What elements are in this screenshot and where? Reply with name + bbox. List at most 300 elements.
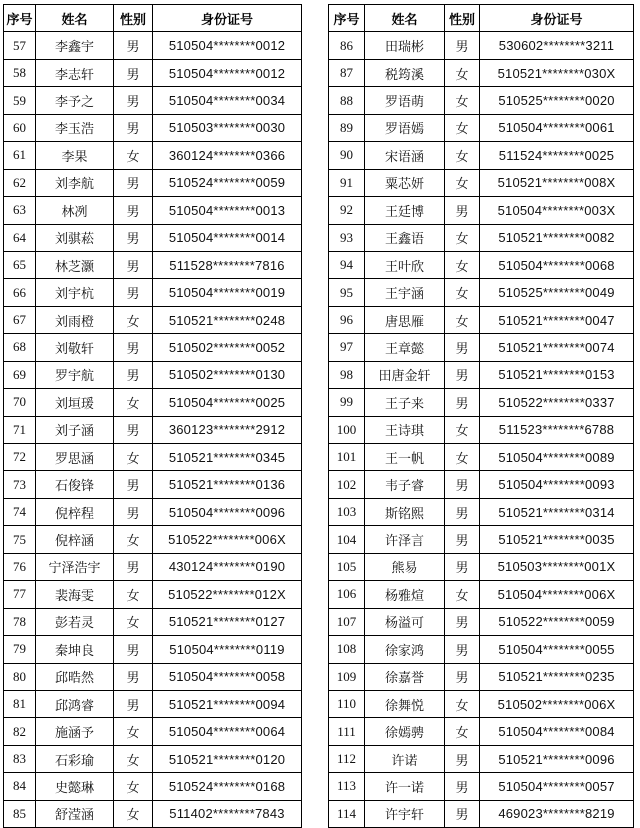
row-seq: 67: [4, 306, 36, 333]
row-seq: 104: [329, 526, 365, 553]
table-row: [4, 142, 302, 169]
row-gender: 男: [445, 471, 480, 498]
table-row: [329, 389, 634, 416]
row-id: 510521********0096: [480, 745, 634, 772]
row-name: 石俊锋: [36, 471, 114, 498]
row-id: 510502********0130: [153, 361, 302, 388]
row-id: 510504********0064: [153, 718, 302, 745]
row-id: 510504********0057: [480, 773, 634, 800]
row-id: 510504********006X: [480, 581, 634, 608]
row-gender: 女: [445, 59, 480, 86]
row-id: 510504********003X: [480, 197, 634, 224]
table-row: [329, 444, 634, 471]
table-row: [4, 224, 302, 251]
row-gender: 男: [445, 32, 480, 59]
table-row: [329, 224, 634, 251]
row-name: 倪梓程: [36, 498, 114, 525]
row-gender: 女: [445, 416, 480, 443]
table-row: [4, 800, 302, 827]
row-gender: 女: [445, 114, 480, 141]
table-row: [329, 334, 634, 361]
row-seq: 103: [329, 498, 365, 525]
row-name: 刘骐菘: [36, 224, 114, 251]
table-row: [4, 279, 302, 306]
row-id: 510504********0084: [480, 718, 634, 745]
row-gender: 女: [445, 87, 480, 114]
table-row: [4, 306, 302, 333]
row-gender: 男: [114, 279, 153, 306]
row-id: 510522********012X: [153, 581, 302, 608]
row-seq: 95: [329, 279, 365, 306]
row-seq: 94: [329, 251, 365, 278]
row-id: 510504********0058: [153, 663, 302, 690]
row-name: 杨雅煊: [365, 581, 445, 608]
row-name: 刘子涵: [36, 416, 114, 443]
row-id: 510504********0025: [153, 389, 302, 416]
row-name: 王诗琪: [365, 416, 445, 443]
row-name: 王章懿: [365, 334, 445, 361]
table-row: [329, 800, 634, 827]
row-name: 唐思雁: [365, 306, 445, 333]
table-row: [329, 59, 634, 86]
row-name: 罗语萌: [365, 87, 445, 114]
row-gender: 男: [445, 389, 480, 416]
row-seq: 62: [4, 169, 36, 196]
table-row: [4, 498, 302, 525]
table-row: [4, 526, 302, 553]
row-seq: 92: [329, 197, 365, 224]
row-seq: 82: [4, 718, 36, 745]
row-gender: 女: [445, 279, 480, 306]
row-seq: 75: [4, 526, 36, 553]
row-gender: 女: [445, 444, 480, 471]
row-gender: 男: [445, 745, 480, 772]
table-row: [4, 87, 302, 114]
header-gender: 性别: [114, 5, 153, 32]
row-gender: 男: [114, 251, 153, 278]
row-id: 510524********0059: [153, 169, 302, 196]
row-id: 510504********0061: [480, 114, 634, 141]
row-gender: 男: [114, 553, 153, 580]
table-row: [329, 32, 634, 59]
row-seq: 59: [4, 87, 36, 114]
table-row: [4, 553, 302, 580]
row-gender: 男: [445, 663, 480, 690]
row-name: 彭若灵: [36, 608, 114, 635]
row-id: 510503********0030: [153, 114, 302, 141]
table-row: [4, 114, 302, 141]
row-seq: 109: [329, 663, 365, 690]
row-id: 510525********0020: [480, 87, 634, 114]
table-row: [329, 553, 634, 580]
row-id: 360124********0366: [153, 142, 302, 169]
row-seq: 76: [4, 553, 36, 580]
table-row: [4, 690, 302, 717]
row-seq: 69: [4, 361, 36, 388]
row-gender: 女: [114, 800, 153, 827]
row-name: 秦坤良: [36, 636, 114, 663]
header-row: [329, 5, 634, 32]
table-row: [329, 87, 634, 114]
row-name: 李果: [36, 142, 114, 169]
row-seq: 111: [329, 718, 365, 745]
row-seq: 102: [329, 471, 365, 498]
row-name: 倪梓涵: [36, 526, 114, 553]
row-seq: 100: [329, 416, 365, 443]
row-name: 王鑫语: [365, 224, 445, 251]
row-name: 宋语涵: [365, 142, 445, 169]
row-seq: 98: [329, 361, 365, 388]
row-name: 刘李航: [36, 169, 114, 196]
row-id: 510502********0052: [153, 334, 302, 361]
row-name: 邱晧然: [36, 663, 114, 690]
right-table-body: [329, 32, 634, 828]
row-name: 许宇轩: [365, 800, 445, 827]
header-seq: 序号: [329, 5, 365, 32]
row-name: 王宇涵: [365, 279, 445, 306]
row-name: 斯铭熙: [365, 498, 445, 525]
table-row: [4, 745, 302, 772]
row-id: 510504********0034: [153, 87, 302, 114]
table-row: [329, 526, 634, 553]
row-seq: 66: [4, 279, 36, 306]
row-seq: 89: [329, 114, 365, 141]
row-id: 510521********0314: [480, 498, 634, 525]
table-row: [329, 636, 634, 663]
row-gender: 男: [114, 471, 153, 498]
row-name: 史懿琳: [36, 773, 114, 800]
row-seq: 77: [4, 581, 36, 608]
row-gender: 男: [445, 773, 480, 800]
row-seq: 73: [4, 471, 36, 498]
row-id: 510521********008X: [480, 169, 634, 196]
header-id: 身份证号: [480, 5, 634, 32]
row-id: 510524********0168: [153, 773, 302, 800]
row-gender: 女: [445, 581, 480, 608]
row-seq: 96: [329, 306, 365, 333]
row-gender: 男: [445, 553, 480, 580]
row-gender: 女: [445, 142, 480, 169]
row-seq: 110: [329, 690, 365, 717]
row-name: 熊易: [365, 553, 445, 580]
row-name: 裴海雯: [36, 581, 114, 608]
row-gender: 男: [445, 526, 480, 553]
row-name: 施涵予: [36, 718, 114, 745]
row-gender: 女: [445, 169, 480, 196]
table-row: [4, 32, 302, 59]
row-id: 510521********0035: [480, 526, 634, 553]
row-name: 田唐金轩: [365, 361, 445, 388]
row-id: 510521********0074: [480, 334, 634, 361]
row-id: 510504********0012: [153, 32, 302, 59]
row-id: 510522********006X: [153, 526, 302, 553]
row-seq: 107: [329, 608, 365, 635]
row-seq: 81: [4, 690, 36, 717]
header-name: 姓名: [36, 5, 114, 32]
row-name: 石彩瑜: [36, 745, 114, 772]
row-gender: 男: [445, 608, 480, 635]
row-seq: 87: [329, 59, 365, 86]
row-id: 511402********7843: [153, 800, 302, 827]
row-id: 510521********0345: [153, 444, 302, 471]
row-seq: 85: [4, 800, 36, 827]
table-row: [329, 361, 634, 388]
row-id: 511523********6788: [480, 416, 634, 443]
header-row: [4, 5, 302, 32]
table-row: [4, 169, 302, 196]
row-seq: 63: [4, 197, 36, 224]
row-seq: 93: [329, 224, 365, 251]
row-seq: 105: [329, 553, 365, 580]
row-name: 徐家鸿: [365, 636, 445, 663]
row-seq: 91: [329, 169, 365, 196]
table-row: [4, 581, 302, 608]
table-row: [329, 251, 634, 278]
table-row: [329, 114, 634, 141]
row-name: 许泽言: [365, 526, 445, 553]
row-gender: 女: [445, 224, 480, 251]
row-id: 510521********0248: [153, 306, 302, 333]
row-seq: 61: [4, 142, 36, 169]
row-id: 360123********2912: [153, 416, 302, 443]
row-gender: 男: [445, 636, 480, 663]
table-row: [329, 306, 634, 333]
row-gender: 女: [114, 526, 153, 553]
row-id: 510504********0068: [480, 251, 634, 278]
table-row: [329, 279, 634, 306]
row-gender: 男: [114, 663, 153, 690]
row-name: 李玉浩: [36, 114, 114, 141]
row-id: 510525********0049: [480, 279, 634, 306]
row-seq: 64: [4, 224, 36, 251]
row-gender: 女: [445, 251, 480, 278]
row-seq: 101: [329, 444, 365, 471]
row-seq: 70: [4, 389, 36, 416]
row-id: 530602********3211: [480, 32, 634, 59]
row-id: 510504********0096: [153, 498, 302, 525]
row-name: 刘敬轩: [36, 334, 114, 361]
row-id: 510504********0014: [153, 224, 302, 251]
row-id: 469023********8219: [480, 800, 634, 827]
row-id: 510504********0012: [153, 59, 302, 86]
row-gender: 女: [114, 306, 153, 333]
row-seq: 71: [4, 416, 36, 443]
table-row: [4, 773, 302, 800]
table-row: [4, 361, 302, 388]
row-gender: 男: [114, 59, 153, 86]
row-id: 510521********0136: [153, 471, 302, 498]
table-row: [329, 663, 634, 690]
row-gender: 男: [445, 197, 480, 224]
row-name: 舒滢涵: [36, 800, 114, 827]
table-row: [4, 608, 302, 635]
row-seq: 84: [4, 773, 36, 800]
row-gender: 女: [114, 745, 153, 772]
table-row: [329, 718, 634, 745]
row-gender: 女: [114, 581, 153, 608]
row-gender: 男: [114, 87, 153, 114]
table-row: [329, 142, 634, 169]
row-gender: 女: [445, 718, 480, 745]
student-table-right: [328, 4, 634, 828]
row-id: 510504********0119: [153, 636, 302, 663]
row-id: 510504********0089: [480, 444, 634, 471]
row-seq: 68: [4, 334, 36, 361]
row-name: 林冽: [36, 197, 114, 224]
row-id: 510504********0055: [480, 636, 634, 663]
table-row: [329, 773, 634, 800]
row-name: 刘垣瑗: [36, 389, 114, 416]
left-table-body: [4, 32, 302, 828]
row-seq: 112: [329, 745, 365, 772]
row-id: 510521********0082: [480, 224, 634, 251]
row-seq: 106: [329, 581, 365, 608]
table-row: [329, 498, 634, 525]
table-row: [4, 389, 302, 416]
row-id: 510504********0093: [480, 471, 634, 498]
row-seq: 74: [4, 498, 36, 525]
row-gender: 男: [114, 334, 153, 361]
table-row: [329, 197, 634, 224]
row-id: 510521********0047: [480, 306, 634, 333]
row-id: 510522********0337: [480, 389, 634, 416]
row-seq: 86: [329, 32, 365, 59]
row-seq: 113: [329, 773, 365, 800]
row-id: 510521********0127: [153, 608, 302, 635]
row-gender: 女: [114, 773, 153, 800]
row-gender: 男: [445, 361, 480, 388]
row-gender: 男: [445, 334, 480, 361]
row-name: 徐嫣骋: [365, 718, 445, 745]
row-name: 王叶欣: [365, 251, 445, 278]
row-seq: 57: [4, 32, 36, 59]
row-seq: 99: [329, 389, 365, 416]
row-id: 511524********0025: [480, 142, 634, 169]
row-gender: 女: [114, 444, 153, 471]
row-name: 许诺: [365, 745, 445, 772]
row-id: 510504********0019: [153, 279, 302, 306]
row-name: 李予之: [36, 87, 114, 114]
row-id: 510522********0059: [480, 608, 634, 635]
row-id: 510503********001X: [480, 553, 634, 580]
row-gender: 女: [114, 389, 153, 416]
table-row: [329, 745, 634, 772]
row-gender: 女: [114, 718, 153, 745]
row-name: 粟芯妍: [365, 169, 445, 196]
row-name: 李志轩: [36, 59, 114, 86]
row-name: 李鑫宇: [36, 32, 114, 59]
student-table-left: [3, 4, 302, 828]
row-id: 510521********0094: [153, 690, 302, 717]
row-gender: 男: [114, 416, 153, 443]
row-gender: 男: [445, 498, 480, 525]
row-name: 田瑞彬: [365, 32, 445, 59]
table-row: [4, 197, 302, 224]
row-gender: 男: [114, 498, 153, 525]
table-row: [4, 251, 302, 278]
row-id: 510504********0013: [153, 197, 302, 224]
row-name: 徐嘉誉: [365, 663, 445, 690]
row-seq: 60: [4, 114, 36, 141]
row-gender: 男: [114, 361, 153, 388]
row-gender: 男: [114, 224, 153, 251]
row-name: 宁泽浩宇: [36, 553, 114, 580]
row-seq: 58: [4, 59, 36, 86]
table-row: [329, 471, 634, 498]
table-row: [329, 416, 634, 443]
table-row: [4, 663, 302, 690]
row-name: 刘宇杭: [36, 279, 114, 306]
row-gender: 男: [114, 169, 153, 196]
row-gender: 男: [114, 114, 153, 141]
row-seq: 90: [329, 142, 365, 169]
row-name: 王一帆: [365, 444, 445, 471]
row-seq: 78: [4, 608, 36, 635]
row-seq: 114: [329, 800, 365, 827]
row-seq: 72: [4, 444, 36, 471]
table-row: [4, 59, 302, 86]
row-id: 510502********006X: [480, 690, 634, 717]
table-row: [329, 169, 634, 196]
row-name: 罗语嫣: [365, 114, 445, 141]
row-id: 510521********0153: [480, 361, 634, 388]
table-row: [4, 718, 302, 745]
row-gender: 女: [445, 306, 480, 333]
header-id: 身份证号: [153, 5, 302, 32]
row-seq: 97: [329, 334, 365, 361]
row-name: 罗宇航: [36, 361, 114, 388]
table-row: [329, 690, 634, 717]
row-name: 王廷博: [365, 197, 445, 224]
row-gender: 男: [445, 800, 480, 827]
row-gender: 女: [445, 690, 480, 717]
row-id: 510521********0235: [480, 663, 634, 690]
row-seq: 65: [4, 251, 36, 278]
row-name: 杨溢可: [365, 608, 445, 635]
row-gender: 女: [114, 142, 153, 169]
row-id: 511528********7816: [153, 251, 302, 278]
row-name: 税筠溪: [365, 59, 445, 86]
row-seq: 83: [4, 745, 36, 772]
row-seq: 79: [4, 636, 36, 663]
row-id: 430124********0190: [153, 553, 302, 580]
row-seq: 108: [329, 636, 365, 663]
table-row: [4, 334, 302, 361]
row-name: 刘雨橙: [36, 306, 114, 333]
row-name: 徐舞悦: [365, 690, 445, 717]
table-row: [329, 581, 634, 608]
row-seq: 88: [329, 87, 365, 114]
row-name: 罗思涵: [36, 444, 114, 471]
table-row: [4, 416, 302, 443]
table-row: [329, 608, 634, 635]
row-name: 邱鸿睿: [36, 690, 114, 717]
table-row: [4, 471, 302, 498]
row-gender: 男: [114, 197, 153, 224]
table-row: [4, 444, 302, 471]
table-row: [4, 636, 302, 663]
row-gender: 男: [114, 636, 153, 663]
header-gender: 性别: [445, 5, 480, 32]
row-gender: 女: [114, 608, 153, 635]
row-id: 510521********0120: [153, 745, 302, 772]
row-id: 510521********030X: [480, 59, 634, 86]
row-seq: 80: [4, 663, 36, 690]
header-seq: 序号: [4, 5, 36, 32]
row-gender: 男: [114, 32, 153, 59]
row-name: 许一诺: [365, 773, 445, 800]
header-name: 姓名: [365, 5, 445, 32]
